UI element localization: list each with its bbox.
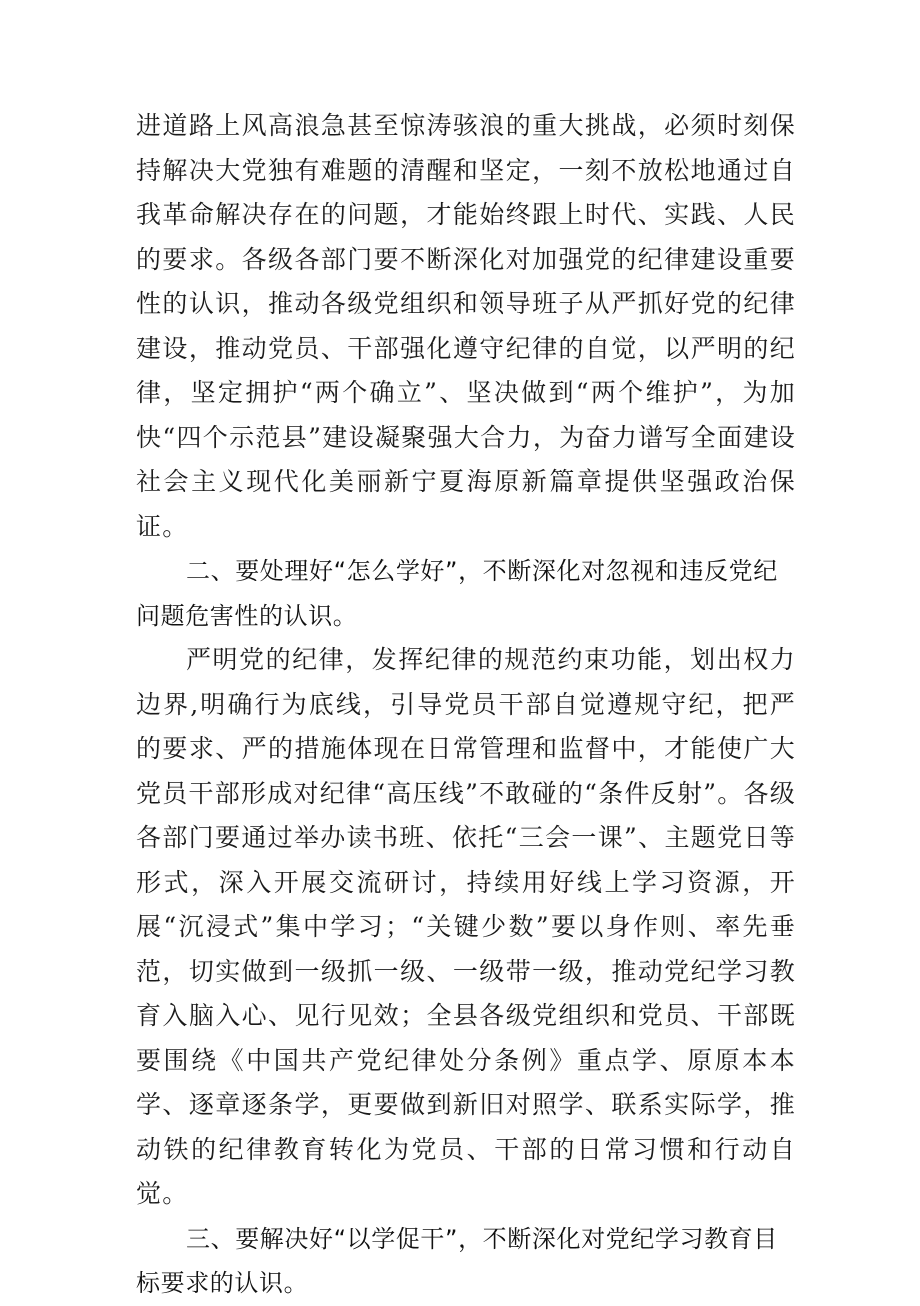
- section-heading-three: 三、要解决好“以学促干”，不断深化对党纪学习教育目标要求的认识。: [136, 1224, 778, 1297]
- body-paragraph-section-two: 严明党的纪律，发挥纪律的规范约束功能，划出权力边界,明确行为底线，引导党员干部自觉遵规守纪，把严的要求、严的措施体现在日常管理和监督中，才能使广大党员干部形成对纪律“高压线”不敢碰的“条件反射”。各级各部门要通过举办读书班、依托“三会一课”、主题党日等形式，深入开展交流研讨，持续用好线上学习资源，开展“沉浸式”集中学习；“关键少数”要以身作则、率先垂范，切实做到一级抓一级、一级带一级，推动党纪学习教育入脑入心、见行见效；全县各级党组织和党员、干部既要围绕《中国共产党纪律处分条例》重点学、原原本本学、逐章逐条学，更要做到新旧对照学、联系实际学，推动铁的纪律教育转化为党员、干部的日常习惯和行动自觉。: [136, 645, 796, 1208]
- document-body: [136, 104, 796, 1306]
- body-paragraph-continuation: 进道路上风高浪急甚至惊涛骇浪的重大挑战，必须时刻保持解决大党独有难题的清醒和坚定，一刻不放松地通过自我革命解决存在的问题，才能始终跟上时代、实践、人民的要求。各级各部门要不断深化对加强党的纪律建设重要性的认识，推动各级党组织和领导班子从严抓好党的纪律建设，推动党员、干部强化遵守纪律的自觉，以严明的纪律，坚定拥护“两个确立”、坚决做到“两个维护”，为加快“四个示范县”建设凝聚强大合力，为奋力谱写全面建设社会主义现代化美丽新宁夏海原新篇章提供坚强政治保证。: [136, 111, 796, 541]
- section-heading-two: 二、要处理好“怎么学好”，不断深化对忽视和违反党纪问题危害性的认识。: [136, 557, 778, 630]
